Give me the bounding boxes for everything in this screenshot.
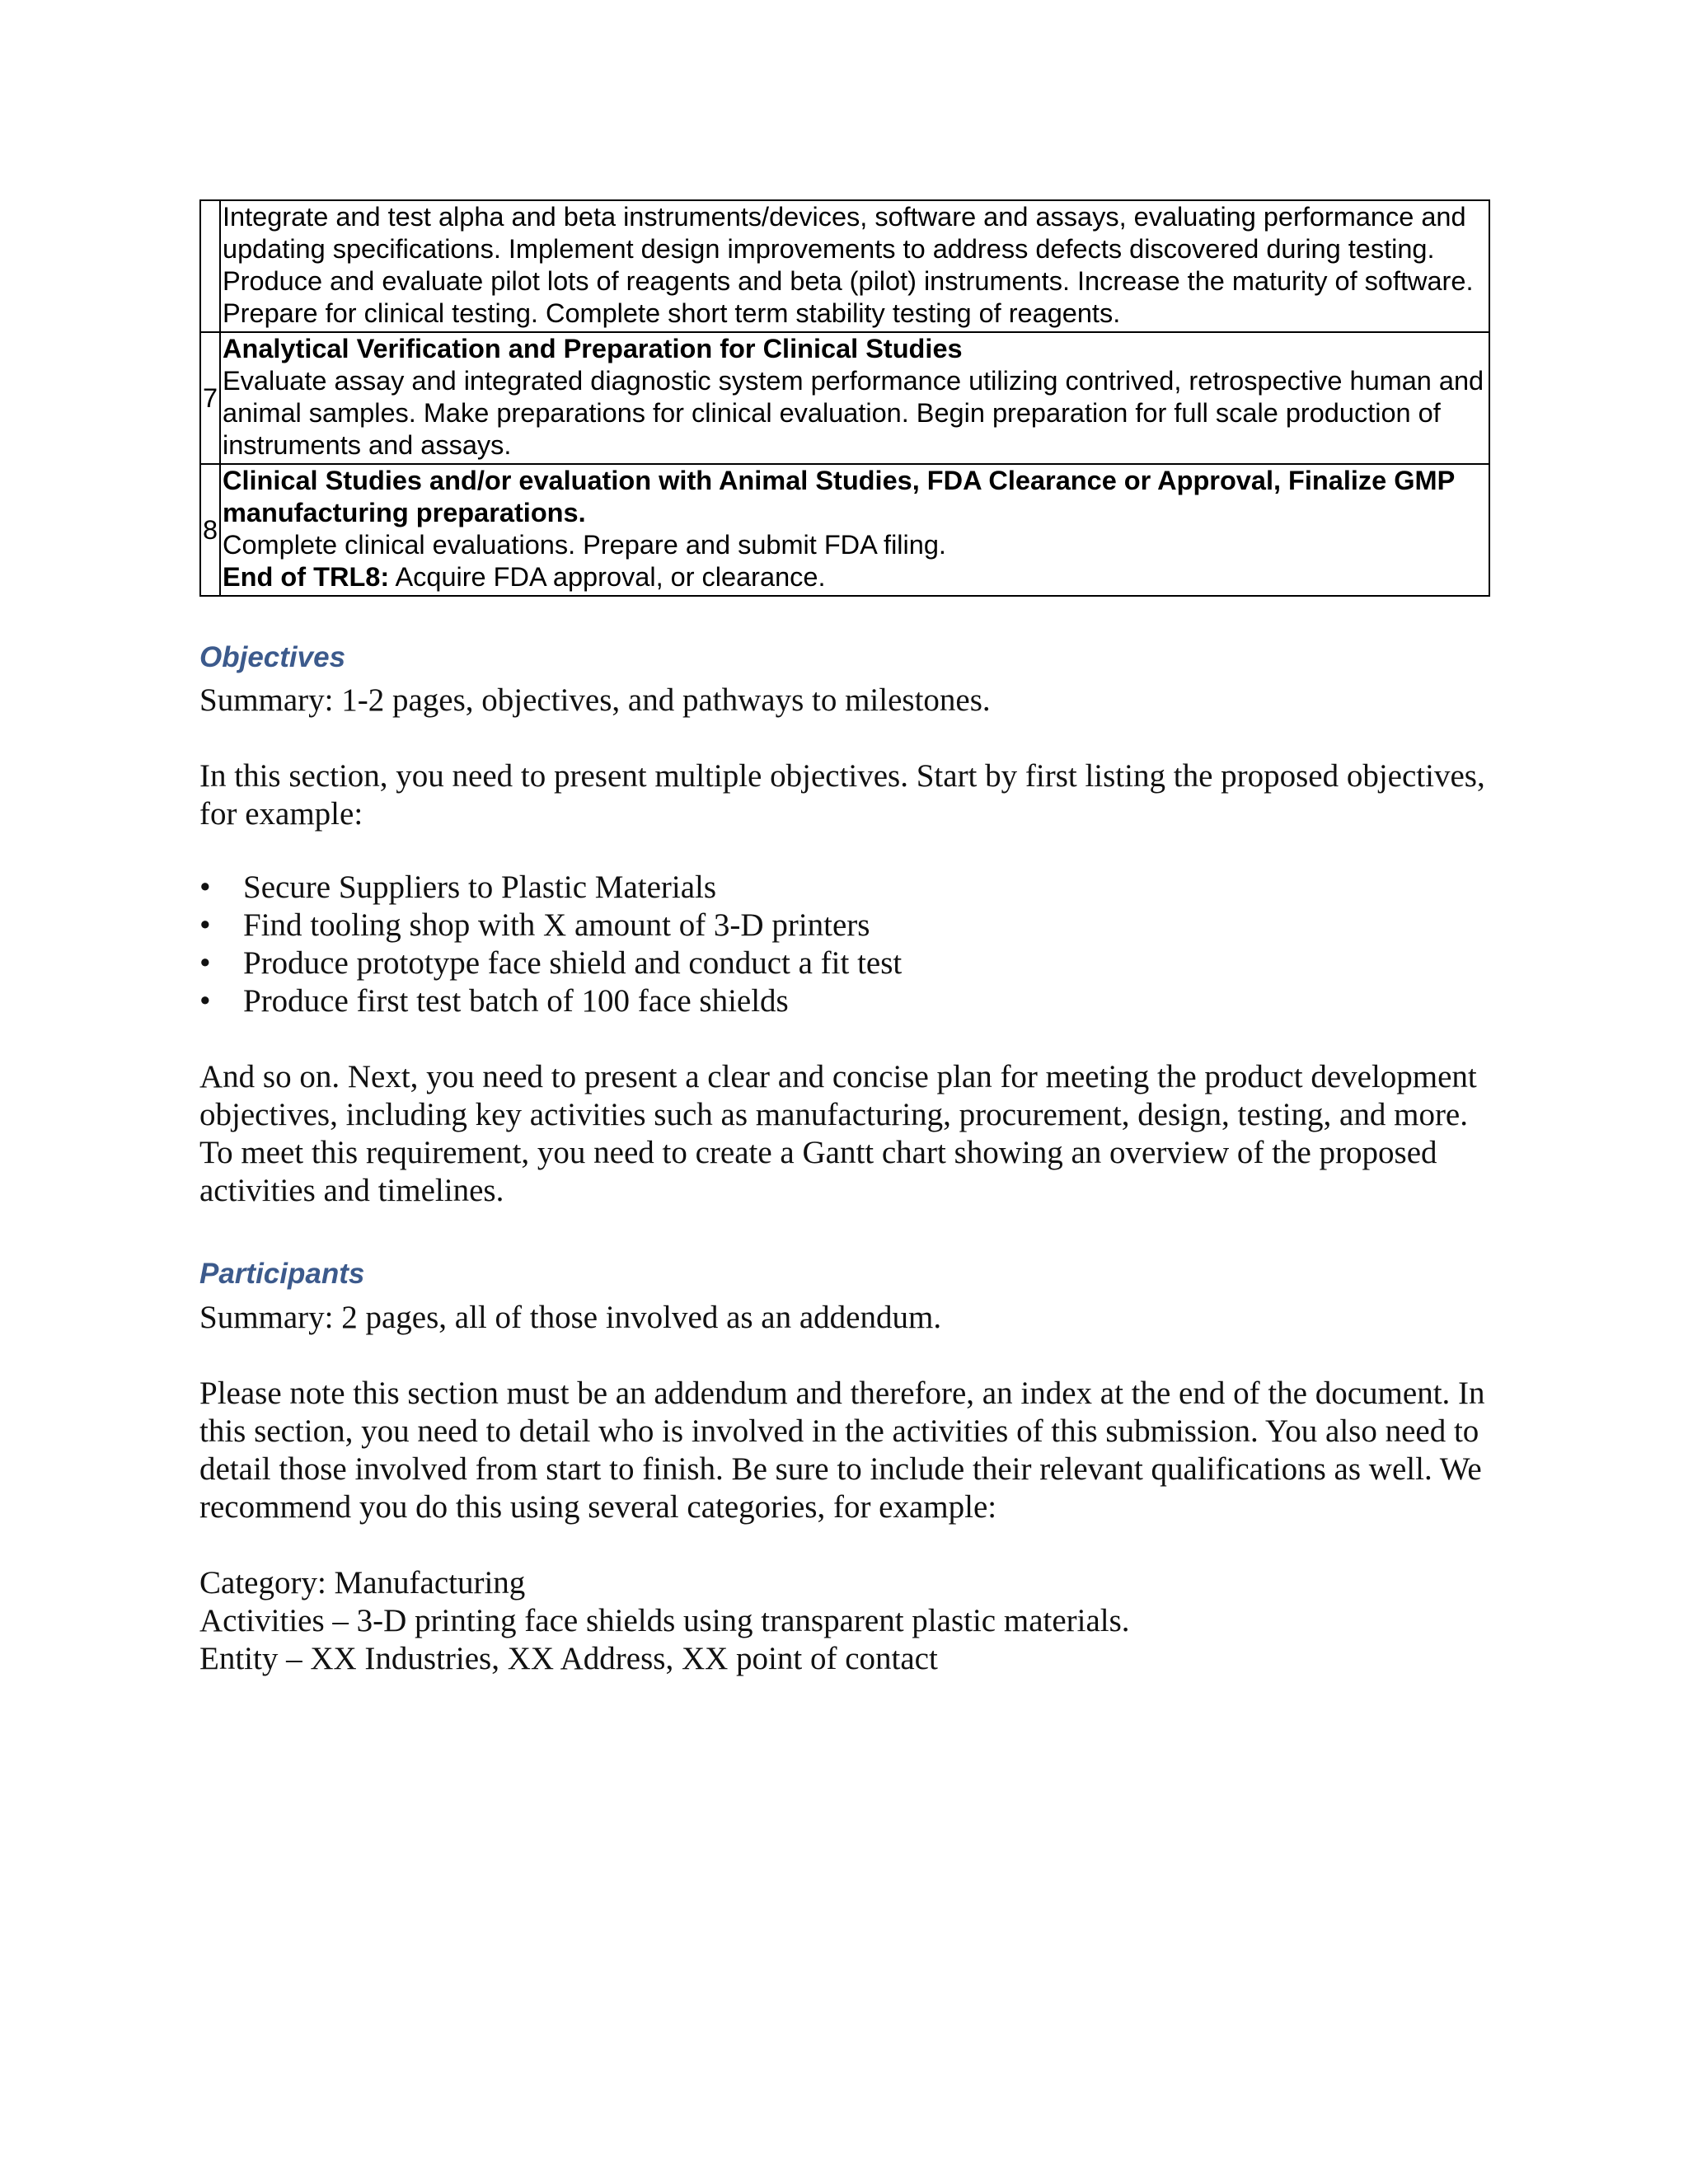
list-item-text: Produce prototype face shield and conduct a fit test xyxy=(243,945,903,981)
bullet-icon: • xyxy=(199,907,211,943)
list-item xyxy=(199,982,902,1020)
list-item xyxy=(199,869,902,907)
list-item-text: Produce first test batch of 100 face shields xyxy=(243,983,789,1019)
list-item-text: Find tooling shop with X amount of 3-D printers xyxy=(243,907,870,943)
trl-description-cell xyxy=(220,332,1489,464)
trl-text: Evaluate assay and integrated diagnostic system performance utilizing contrived, retrospective human and animal samples. Make preparations for clinical evaluation. Begin preparation for full scale production of instruments and assays. xyxy=(223,366,1484,460)
bullet-icon: • xyxy=(199,945,211,981)
trl-text: Complete clinical evaluations. Prepare and submit FDA filing. xyxy=(223,530,946,560)
bullet-icon: • xyxy=(199,983,211,1019)
trl-number-cell xyxy=(200,200,220,332)
trl-number-cell: 8 xyxy=(200,464,220,596)
trl-number-cell: 7 xyxy=(200,332,220,464)
trl-heading: Clinical Studies and/or evaluation with Animal Studies, FDA Clearance or Approval, Finalize GMP manufacturing preparations. xyxy=(223,466,1455,527)
trl-description-cell xyxy=(220,464,1489,596)
participants-heading: Participants xyxy=(199,1258,365,1290)
participants-summary: Summary: 2 pages, all of those involved as an addendum. xyxy=(199,1300,942,1335)
list-item-text: Secure Suppliers to Plastic Materials xyxy=(243,869,717,905)
table-row xyxy=(200,200,1489,332)
objectives-heading: Objectives xyxy=(199,641,346,673)
bullet-icon: • xyxy=(199,869,211,905)
trl-description-cell xyxy=(220,200,1489,332)
objectives-closing: And so on. Next, you need to present a clear and concise plan for meeting the product development objectives, including key activities such as manufacturing, procurement, design, testing, and more. To meet this requirement, you need to create a Gantt chart showing an overview of the proposed activities and timelines. xyxy=(199,1059,1477,1208)
objectives-bullet-list xyxy=(199,869,902,1020)
trl-heading: Analytical Verification and Preparation for Clinical Studies xyxy=(223,334,963,363)
trl-text: Integrate and test alpha and beta instruments/devices, software and assays, evaluating performance and updating specifications. Implement design improvements to address defects discovered during testing. Produce and evaluate pilot lots of reagents and beta (pilot) instruments. Increase the maturity of software. Prepare for clinical testing. Complete short term stability testing of reagents. xyxy=(223,202,1474,328)
participants-entity: Entity – XX Industries, XX Address, XX point of contact xyxy=(199,1641,938,1676)
trl-end-line xyxy=(223,561,1487,593)
participants-activities: Activities – 3-D printing face shields using transparent plastic materials. xyxy=(199,1603,1130,1638)
trl-end-label: End of TRL8: xyxy=(223,562,390,592)
trl-end-text: Acquire FDA approval, or clearance. xyxy=(389,562,826,592)
list-item xyxy=(199,907,902,944)
objectives-intro: In this section, you need to present multiple objectives. Start by first listing the proposed objectives, for example: xyxy=(199,758,1485,832)
participants-intro: Please note this section must be an addendum and therefore, an index at the end of the document. In this section, you need to detail who is involved in the activities of this submission. You also need to detail those involved from start to finish. Be sure to include their relevant qualifications as well. We recommend you do this using several categories, for example: xyxy=(199,1376,1485,1525)
trl-table xyxy=(199,199,1490,597)
objectives-summary: Summary: 1-2 pages, objectives, and pathways to milestones. xyxy=(199,682,991,718)
table-row xyxy=(200,332,1489,464)
participants-category: Category: Manufacturing xyxy=(199,1565,526,1601)
table-row xyxy=(200,464,1489,596)
list-item xyxy=(199,944,902,982)
